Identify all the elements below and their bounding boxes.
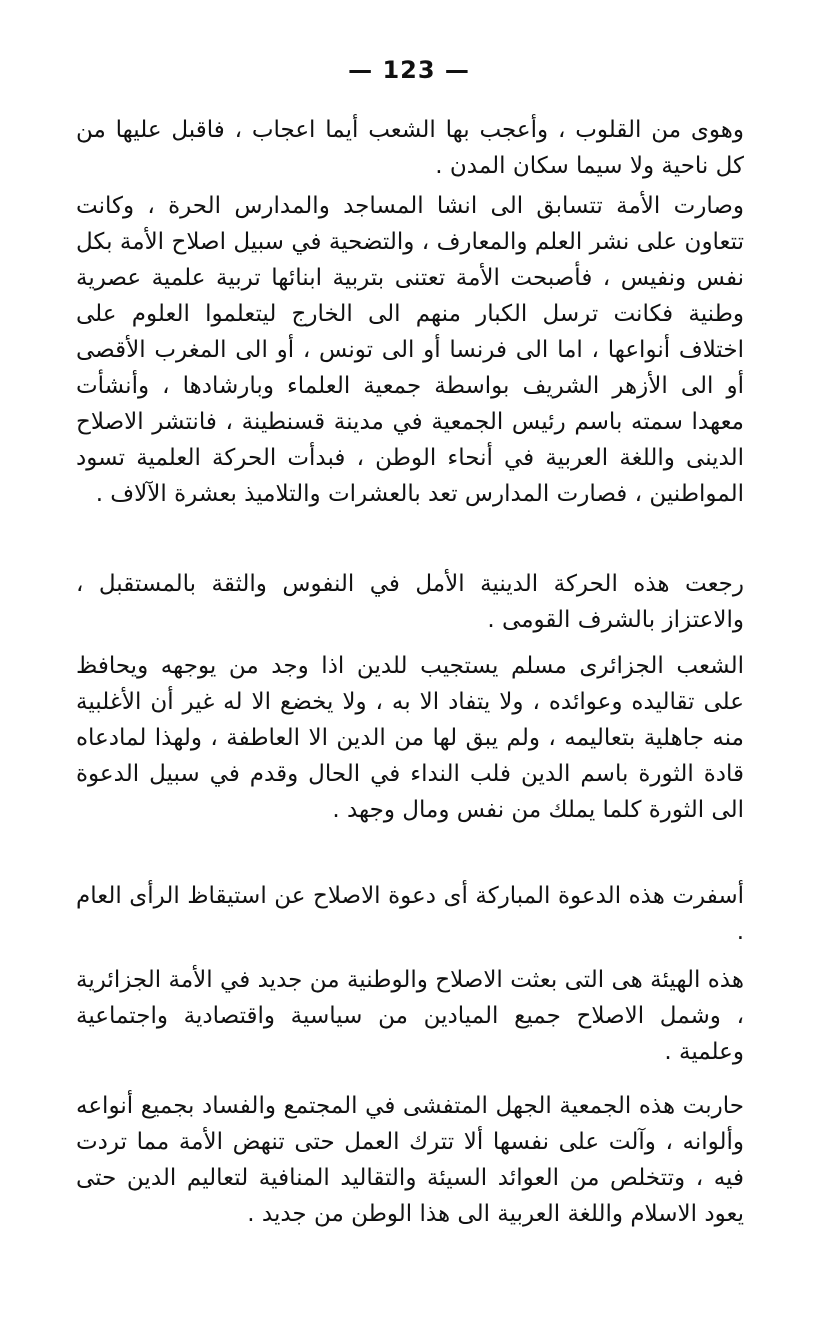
paragraph-4: الشعب الجزائرى مسلم يستجيب للدين اذا وجد من يوجهه ويحافظ على تقاليده وعوائده ، ولا يتفاد الا به ، ولا يخضع الا له غير أن الأغلبية منه جاهلية بتعاليمه ، ولم يبق لها من الدين الا العاطفة ، ولهذا لمادعاه قادة الثورة باسم الدين فلب النداء في الحال وقدم في سبيل الدعوة الى الثورة كلما يملك من نفس ومال وجهد .: [76, 653, 744, 823]
paragraph-1: وهوى من القلوب ، وأعجب بها الشعب أيما اعجاب ، فاقبل عليها من كل ناحية ولا سيما سكان المدن .: [76, 117, 744, 179]
paragraph-6: هذه الهيئة هى التى بعثت الاصلاح والوطنية من جديد في الأمة الجزائرية ، وشمل الاصلاح جميع الميادين من سياسية واقتصادية واجتماعية وعلمية .: [76, 967, 744, 1065]
paragraph-5: أسفرت هذه الدعوة المباركة أى دعوة الاصلاح عن استيقاظ الرأى العام .: [76, 883, 744, 945]
paragraph-3: رجعت هذه الحركة الدينية الأمل في النفوس والثقة بالمستقبل ، والاعتزاز بالشرف القومى .: [76, 571, 744, 633]
page-number: — 123 —: [348, 56, 470, 84]
paragraph-7: حاربت هذه الجمعية الجهل المتفشى في المجتمع والفساد بجميع أنواعه وألوانه ، وآلت على نفسها ألا تترك العمل حتى تنهض الأمة مما تردت فيه ، وتتخلص من العوائد السيئة والتقاليد المنافية لتعاليم الدين حتى يعود الاسلام واللغة العربية الى هذا الوطن من جديد .: [76, 1093, 744, 1227]
paragraph-2: وصارت الأمة تتسابق الى انشا المساجد والمدارس الحرة ، وكانت تتعاون على نشر العلم والمعارف ، والتضحية في سبيل اصلاح الأمة بكل نفس ونفيس ، فأصبحت الأمة تعتنى بتربية ابنائها تربية علمية عصرية وطنية فكانت ترسل الكبار منهم الى الخارج ليتعلموا العلوم على اختلاف أنواعها ، اما الى فرنسا أو الى تونس ، أو الى المغرب الأقصى أو الى الأزهر الشريف بواسطة جمعية العلماء وبارشادها ، وأنشأت معهدا سمته باسم رئيس الجمعية في مدينة قسنطينة ، فانتشر الاصلاح الدينى واللغة العربية في أنحاء الوطن ، فبدأت الحركة العلمية تسود المواطنين ، فصارت المدارس تعد بالعشرات والتلاميذ بعشرة الآلاف .: [76, 193, 744, 507]
